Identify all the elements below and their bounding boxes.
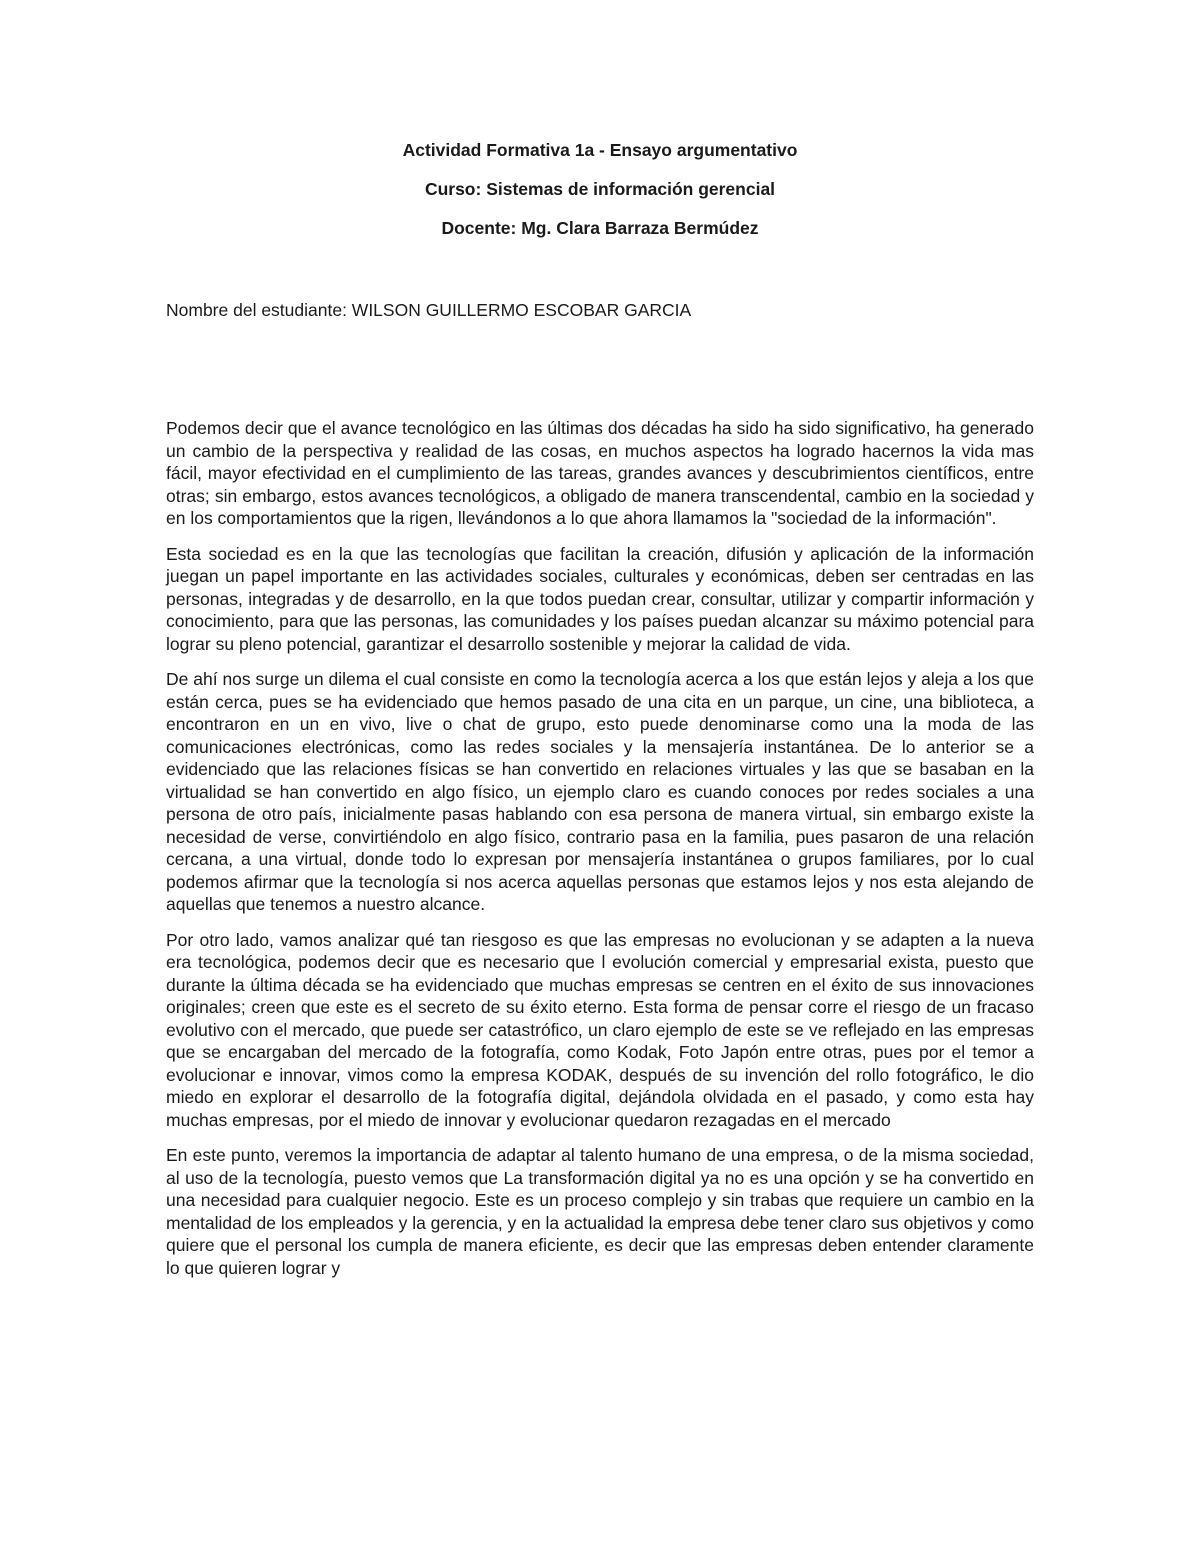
document-title: Actividad Formativa 1a - Ensayo argumentativo (402, 140, 798, 160)
paragraph: Podemos decir que el avance tecnológico en las últimas dos décadas ha sido ha sido significativo, ha generado un cambio de la perspectiva y realidad de las cosas, en muchos aspectos ha logrado hacernos la vida mas fácil, mayor efectividad en el cumplimiento de las tareas, grandes avances y descubrimientos científicos, entre otras; sin embargo, estos avances tecnológicos, a obligado de manera transcendental, cambio en la sociedad y en los comportamientos que la rigen, llevándonos a lo que ahora llamamos la "sociedad de la información". (166, 418, 1034, 528)
essay-body (166, 417, 1034, 1292)
paragraph: Esta sociedad es en la que las tecnologías que facilitan la creación, difusión y aplicación de la información juegan un papel importante en las actividades sociales, culturales y económicas, deben ser centradas en las personas, integradas y de desarrollo, en la que todos puedan crear, consultar, utilizar y compartir información y conocimiento, para que las personas, las comunidades y los países puedan alcanzar su máximo potencial para lograr su pleno potencial, garantizar el desarrollo sostenible y mejorar la calidad de vida. (166, 543, 1034, 654)
paragraph: En este punto, veremos la importancia de adaptar al talento humano de una empresa, o de la misma sociedad, al uso de la tecnología, puesto vemos que La transformación digital ya no es una opción y se ha convertido en una necesidad para cualquier negocio. Este es un proceso complejo y sin trabas que requiere un cambio en la mentalidad de los empleados y la gerencia, y en la actualidad la empresa debe tener claro sus objetivos y como quiere que el personal los cumpla de manera eficiente, es decir que las empresas deben entender claramente lo que quieren lograr y (166, 1145, 1034, 1278)
teacher-line: Docente: Mg. Clara Barraza Bermúdez (441, 218, 759, 238)
course-line: Curso: Sistemas de información gerencial (424, 179, 776, 199)
document-header (0, 139, 1200, 239)
paragraph: Por otro lado, vamos analizar qué tan riesgoso es que las empresas no evolucionan y se adapten a la nueva era tecnológica, podemos decir que es necesario que l evolución comercial y empresarial exista, puesto que durante la última década se ha evidenciado que muchas empresas se centren en el éxito de sus innovaciones originales; creen que este es el secreto de su éxito eterno. Esta forma de pensar corre el riesgo de un fracaso evolutivo con el mercado, que puede ser catastrófico, un claro ejemplo de este se ve reflejado en las empresas que se encargaban del mercado de la fotografía, como Kodak, Foto Japón entre otras, pues por el temor a evolucionar e innovar, vimos como la empresa KODAK, después de su invención del rollo fotográfico, le dio miedo en explorar el desarrollo de la fotografía digital, dejándola olvidada en el pasado, y como esta hay muchas empresas, por el miedo de innovar y evolucionar quedaron rezagadas en el mercado (166, 929, 1034, 1130)
paragraph: De ahí nos surge un dilema el cual consiste en como la tecnología acerca a los que están lejos y aleja a los que están cerca, pues se ha evidenciado que hemos pasado de una cita en un parque, un cine, una biblioteca, a encontraron en un en vivo, live o chat de grupo, esto puede denominarse como una la moda de las comunicaciones electrónicas, como las redes sociales y la mensajería instantánea. De lo anterior se a evidenciado que las relaciones físicas se han convertido en relaciones virtuales y las que se basaban en la virtualidad se han convertido en algo físico, un ejemplo claro es cuando conoces por redes sociales a una persona de otro país, inicialmente pasas hablando con esa persona de manera virtual, sin embargo existe la necesidad de verse, convirtiéndolo en algo físico, contrario pasa en la familia, pues pasaron de una relación cercana, a una virtual, donde todo lo expresan por mensajería instantánea o grupos familiares, por lo cual podemos afirmar que la tecnología si nos acerca aquellas personas que estamos lejos y nos esta alejando de aquellas que tenemos a nuestro alcance. (166, 669, 1034, 914)
student-name-line: Nombre del estudiante: WILSON GUILLERMO ESCOBAR GARCIA (166, 300, 692, 320)
